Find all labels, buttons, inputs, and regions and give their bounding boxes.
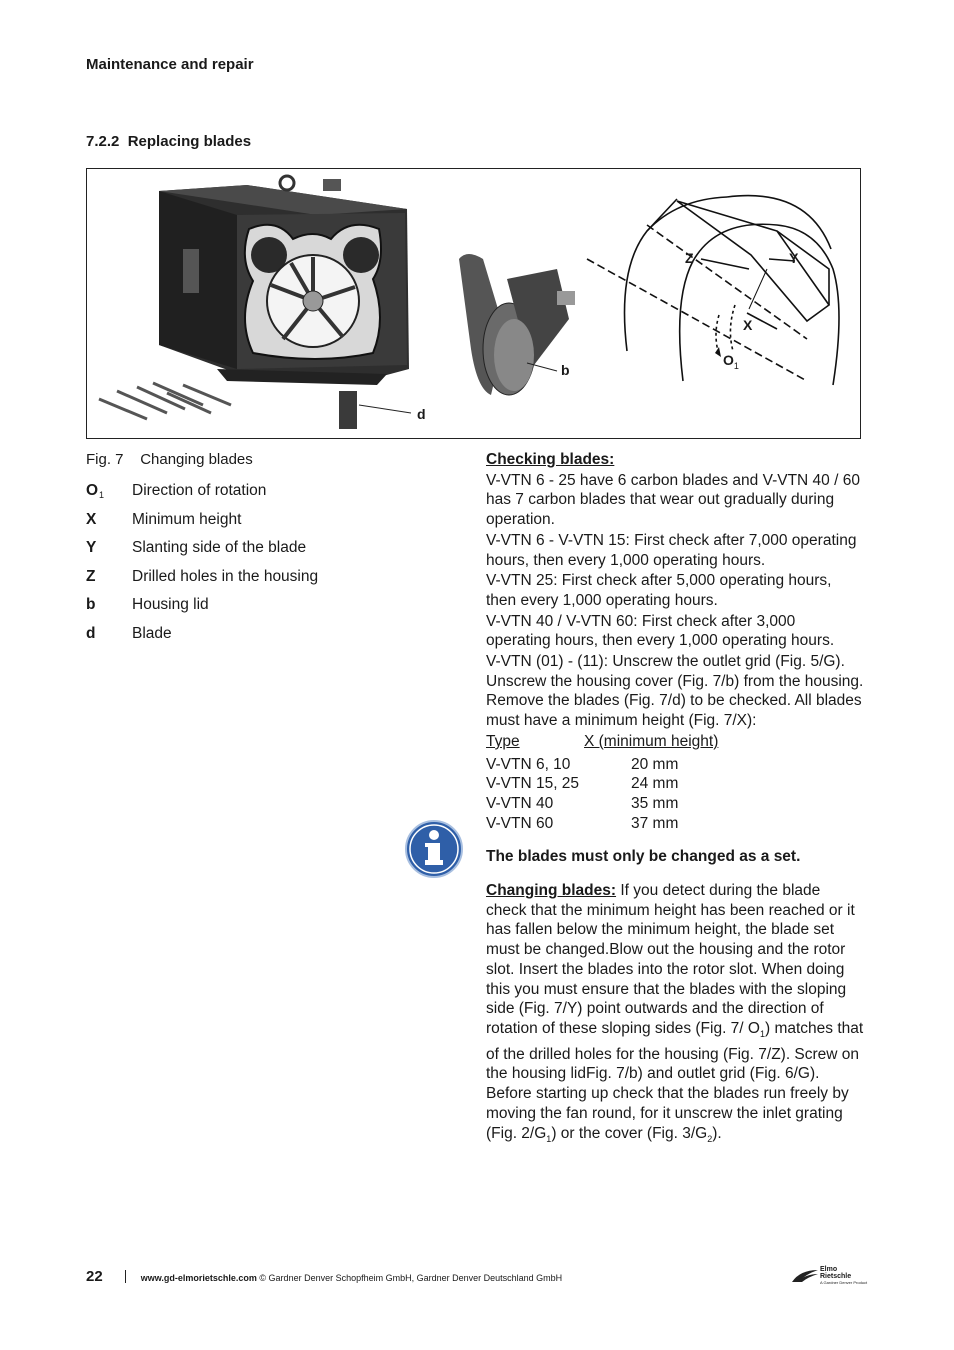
legend-symbol: d [86, 624, 96, 642]
table-header-type: Type [486, 732, 520, 750]
label-x: X [743, 317, 753, 333]
blade-geometry-diagram [587, 196, 839, 385]
subsection-text: Replacing blades [127, 133, 252, 150]
table-cell-type: V-VTN 6, 10 [486, 755, 571, 773]
footer [86, 1268, 562, 1285]
table-cell-type: V-VTN 60 [486, 814, 554, 832]
table-row [486, 755, 678, 775]
figure-illustration [87, 169, 860, 438]
table-row [486, 794, 678, 814]
checking-p5: V-VTN (01) - (11): Unscrew the outlet grid (Fig. 5/G). Unscrew the housing cover (Fig. 7/b) from the housing. Remove the blades (Fig. 7/d) to be checked. All blades must have a minimum height (Fig. 7/X): [486, 653, 864, 730]
legend-symbol: O [86, 482, 99, 499]
legend-row [86, 568, 416, 597]
table-cell-height: 37 mm [631, 814, 679, 832]
changing-paragraph: Changing blades: If you detect during the blade check that the minimum height has been reached or it has fallen below the minimum height, the blade set must be changed.Blow out the housing and the rotor slot. Insert the blades into the rotor slot. When doing this you must ensure that the blades with the sloping side (Fig. 7/Y) point outwards and the direction of rotation of these sloping sides (Fig. 7/ $O_1$) matches that of the drilled holes for the housing (Fig. 7/Z). Screw on the housing lidFig. 7/b) and outlet grid (Fig. 6/G). Before starting up check that the blades run freely by moving the fan round, for it unscrew the inlet grating (Fig. $2/G_1$) or the cover (Fig. $3/G_2$). [486, 882, 864, 1144]
table-cell-type: V-VTN 40 [486, 794, 554, 812]
logo-line2: Rietschle [820, 1273, 852, 1280]
checking-p2: V-VTN 6 - V-VTN 15: First check after 7,000 operating hours, then every 1,000 operating hours. [486, 531, 857, 569]
screws-illustration [99, 383, 231, 419]
caption-text: Changing blades [140, 451, 253, 468]
legend-row: O 1 Direction of rotation [86, 482, 267, 500]
legend-symbol: X [86, 510, 97, 528]
legend-text: Blade [132, 624, 172, 642]
blade-illustration [339, 391, 357, 429]
legend-list [86, 482, 416, 653]
table-cell-type: V-VTN 15, 25 [486, 775, 580, 793]
table-cell-height: 35 mm [631, 794, 679, 812]
table-cell-height: 20 mm [631, 755, 679, 773]
page-number: 22 [86, 1268, 103, 1285]
subsection-number: 7.2.2 [86, 133, 120, 150]
checking-p1: V-VTN 6 - 25 have 6 carbon blades and V-VTN 40 / 60 has 7 carbon blades that wear out gradually during operation. [486, 471, 860, 529]
legend-text: Housing lid [132, 596, 209, 613]
min-height-rows [486, 755, 678, 834]
logo-line3: A Gardner Denver Product [820, 1280, 868, 1285]
legend-text: Slanting side of the blade [132, 539, 307, 556]
changing-heading: Changing blades: [486, 882, 617, 900]
caption-number: Fig. 7 [86, 451, 124, 468]
table-row [486, 814, 678, 834]
table-cell-height: 24 mm [631, 775, 679, 793]
label-b: b [561, 362, 570, 378]
legend-row [86, 511, 416, 540]
min-height-table [486, 732, 718, 752]
figure-caption [86, 451, 253, 468]
legend-row [86, 625, 416, 654]
notice-text: The blades must only be changed as a set. [486, 848, 801, 866]
checking-p3: V-VTN 25: First check after 5,000 operating hours, then every 1,000 operating hours. [486, 572, 832, 609]
footer-url: www.gd-elmorietschle.com [140, 1273, 257, 1283]
logo-line1: Elmo [820, 1266, 838, 1273]
label-d: d [417, 406, 426, 422]
legend-symbol: Y [86, 539, 97, 556]
legend-row [86, 596, 416, 625]
legend-text: Drilled holes in the housing [132, 567, 319, 585]
logo-swoosh-icon [790, 1268, 820, 1284]
pump-illustration [159, 176, 409, 385]
table-row [486, 774, 678, 794]
footer-copyright: © Gardner Denver Schopfheim GmbH, Gardner Denver Deutschland GmbH [256, 1273, 563, 1283]
legend-row [86, 539, 416, 568]
subsection-title [86, 133, 251, 150]
checking-heading: Checking blades: [486, 451, 615, 468]
section-title: Maintenance and repair [86, 56, 254, 73]
legend-text: Minimum height [132, 510, 242, 528]
table-header-height: X (minimum height) [584, 732, 719, 750]
label-z: Z [685, 250, 694, 266]
right-column [486, 450, 864, 1150]
label-o1: $O_1$ [723, 352, 739, 371]
rotation-arrow [715, 347, 721, 357]
figure-box [86, 168, 861, 439]
legend-text: Direction of rotation [132, 482, 267, 499]
footer-divider [125, 1270, 126, 1283]
checking-p4: V-VTN 40 / V-VTN 60: First check after 3,000 operating hours, then every 1,000 operating hours. [486, 612, 835, 650]
info-icon [404, 819, 464, 879]
legend-symbol: b [86, 596, 96, 613]
label-y: Y [789, 250, 799, 266]
legend-symbol: Z [86, 567, 96, 585]
housing-lid-illustration [459, 254, 575, 395]
